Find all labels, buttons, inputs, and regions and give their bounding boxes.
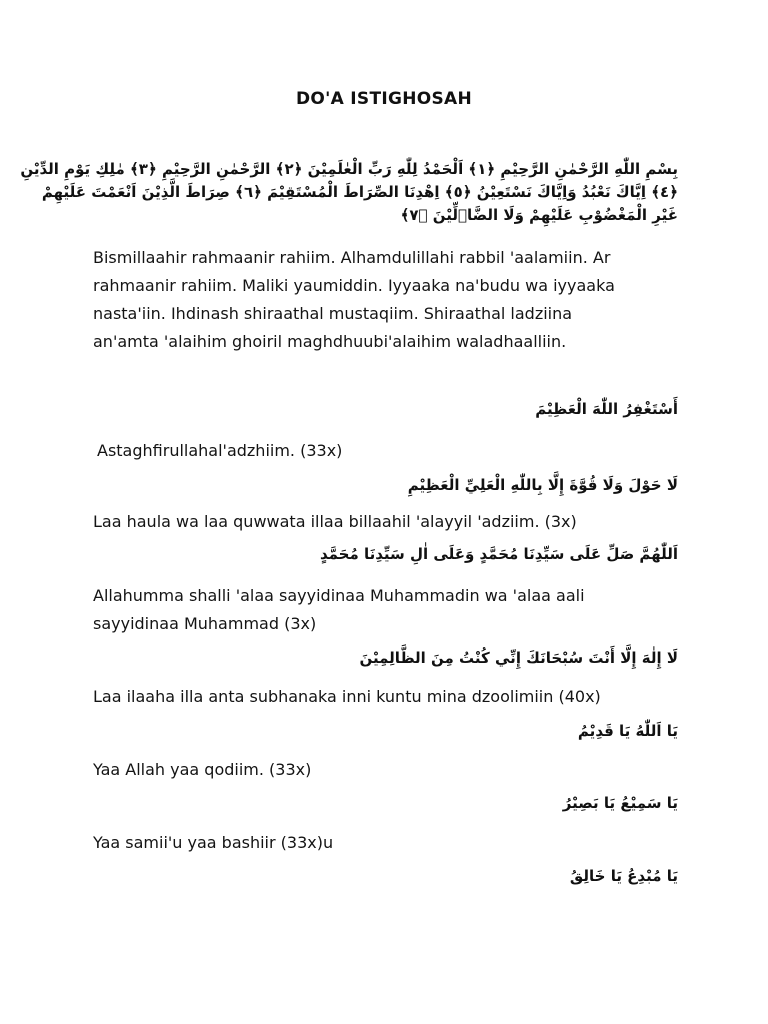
fatihah-arabic-line: بِسْمِ اللّٰهِ الرَّحْمٰنِ الرَّحِيْمِ ﴿١﴾ اَلْحَمْدُ لِلّٰهِ رَبِّ الْعٰلَمِيْنَ ﴿٢﴾ الرَّحْمٰنِ الرَّحِيْمِ ﴿٣﴾ مٰلِكِ يَوْمِ الدِّيْنِ	[20, 160, 678, 178]
shalawat-arabic: اَللّٰهُمَّ صَلِّ عَلَى سَيِّدِنَا مُحَمَّدٍ وَعَلَى اٰلِ سَيِّدِنَا مُحَمَّدٍ	[319, 545, 678, 563]
fatihah-arabic-line: غَيْرِ الْمَغْضُوْبِ عَلَيْهِمْ وَلَا الضَّاۤلِّيْنَ ﴿٧﴾	[400, 206, 678, 224]
ya-bashiir-transliteration: Yaa samii'u yaa bashiir (33x)u	[93, 833, 334, 852]
istighfar-transliteration: Astaghfirullahal'adzhiim. (33x)	[97, 441, 343, 460]
fatihah-arabic	[20, 158, 678, 227]
hauqalah-transliteration: Laa haula wa laa quwwata illaa billaahil 'alayyil 'adziim. (3x)	[93, 512, 577, 531]
shalawat-transliteration	[93, 582, 693, 638]
hauqalah-arabic: لَا حَوْلَ وَلَا قُوَّةَ إِلَّا بِاللّٰهِ الْعَلِيِّ الْعَظِيْمِ	[407, 476, 678, 494]
fatihah-latin-line: rahmaanir rahiim. Maliki yaumiddin. Iyyaaka na'budu wa iyyaaka	[93, 276, 615, 295]
page-title: DO'A ISTIGHOSAH	[295, 89, 473, 109]
ya-khaaliq-arabic: يَا مُبْدِعُ يَا خَالِقُ	[569, 867, 678, 885]
tahlil-yunus-transliteration: Laa ilaaha illa anta subhanaka inni kuntu mina dzoolimiin (40x)	[93, 687, 601, 706]
shalawat-latin-line: Allahumma shalli 'alaa sayyidinaa Muhammadin wa 'alaa aali	[93, 586, 585, 605]
fatihah-transliteration	[93, 244, 693, 356]
fatihah-arabic-line: ﴿٤﴾ اِيَّاكَ نَعْبُدُ وَاِيَّاكَ نَسْتَعِيْنُ ﴿٥﴾ اِهْدِنَا الصِّرَاطَ الْمُسْتَقِيْمَ ﴿٦﴾ صِرَاطَ الَّذِيْنَ اَنْعَمْتَ عَلَيْهِمْ	[41, 183, 678, 201]
ya-qodiim-transliteration: Yaa Allah yaa qodiim. (33x)	[93, 760, 312, 779]
fatihah-latin-line: an'amta 'alaihim ghoiril maghdhuubi'alaihim waladhaalliin.	[93, 332, 567, 351]
shalawat-latin-line: sayyidinaa Muhammad (3x)	[93, 614, 317, 633]
ya-bashiir-arabic: يَا سَمِيْعُ يَا بَصِيْرُ	[562, 794, 678, 812]
istighfar-arabic: أَسْتَغْفِرُ اللّٰهَ الْعَظِيْمَ	[535, 400, 678, 418]
fatihah-latin-line: Bismillaahir rahmaanir rahiim. Alhamdulillahi rabbil 'aalamiin. Ar	[93, 248, 611, 267]
fatihah-latin-line: nasta'iin. Ihdinash shiraathal mustaqiim. Shiraathal ladziina	[93, 304, 573, 323]
ya-qodiim-arabic: يَا اَللّٰهُ يَا قَدِيْمُ	[577, 722, 678, 740]
tahlil-yunus-arabic: لَا إِلٰهَ إِلَّا أَنْتَ سُبْحَانَكَ إِنِّي كُنْتُ مِنَ الظَّالِمِيْنَ	[359, 649, 678, 667]
